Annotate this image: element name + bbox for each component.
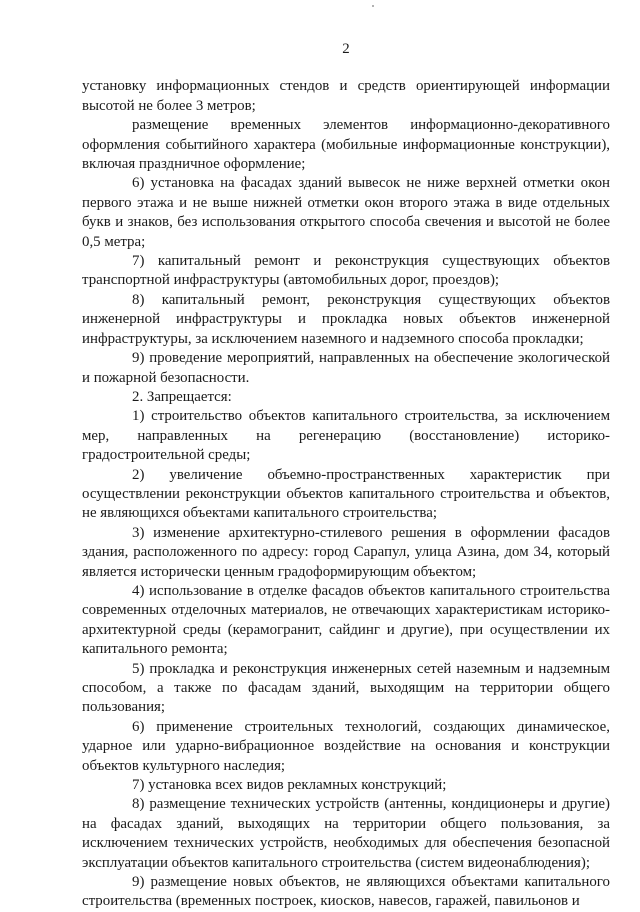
- paragraph: 8) капитальный ремонт, реконструкция существующих объектов инженерной инфраструктуры и прокладка новых объектов инженерной инфраструктуры, за исключением наземного и надземного способа прокладки;: [82, 291, 610, 347]
- paragraph: 1) строительство объектов капитального строительства, за исключением мер, направленных на регенерацию (восстановление) историко-градостроительной среды;: [82, 408, 610, 464]
- paragraph: 8) размещение технических устройств (антенны, кондиционеры и другие) на фасадах зданий, выходящих на территории общего пользования, за исключением технических устройств, необходимых для обеспечения безопасной эксплуатации объектов капитального строительства (систем видеонаблюдения);: [82, 796, 610, 871]
- scan-speck: [372, 5, 374, 7]
- paragraph: 5) прокладка и реконструкция инженерных сетей наземным и надземным способом, а также по фасадам зданий, выходящим на территории общего пользования;: [82, 660, 610, 716]
- section-heading: 2. Запрещается:: [132, 388, 232, 405]
- paragraph: 4) использование в отделке фасадов объектов капитального строительства современных отделочных материалов, не отвечающих характеристикам историко-архитектурной среды (керамогранит, сайдинг и другие), при осуществлении их капитального ремонта;: [82, 582, 610, 658]
- page-number: 2: [342, 41, 350, 57]
- paragraph: 3) изменение архитектурно-стилевого решения в оформлении фасадов здания, расположенного по адресу: город Сарапул, улица Азина, дом 34, который является исторически ценным градоформирующим объектом;: [82, 524, 610, 580]
- paragraph: 9) проведение мероприятий, направленных на обеспечение экологической и пожарной безопасности.: [82, 350, 610, 386]
- paragraph: 6) применение строительных технологий, создающих динамическое, ударное или ударно-вибрационное воздействие на основания и конструкции объектов культурного наследия;: [82, 718, 610, 774]
- paragraph: 7) капитальный ремонт и реконструкция существующих объектов транспортной инфраструктуры (автомобильных дорог, проездов);: [82, 253, 610, 289]
- paragraph: 6) установка на фасадах зданий вывесок не ниже верхней отметки окон первого этажа и не выше нижней отметки окон второго этажа в виде отдельных букв и знаков, без использования открытого способа свечения и высотой не более 0,5 метра;: [82, 175, 610, 250]
- paragraph-continuation: установку информационных стендов и средств ориентирующей информации высотой не более 3 метров;: [82, 78, 610, 114]
- paragraph: 7) установка всех видов рекламных конструкций;: [132, 777, 447, 794]
- paragraph: 2) увеличение объемно-пространственных характеристик при осуществлении реконструкции объектов капитального строительства и объектов, не являющихся объектами капитального строительства;: [82, 466, 610, 522]
- paragraph: 9) размещение новых объектов, не являющихся объектами капитального строительства (временных построек, киосков, навесов, гаражей, павильонов и: [82, 874, 610, 910]
- paragraph: размещение временных элементов информационно-декоративного оформления событийного характера (мобильные информационные конструкции), включая праздничное оформление;: [82, 117, 610, 173]
